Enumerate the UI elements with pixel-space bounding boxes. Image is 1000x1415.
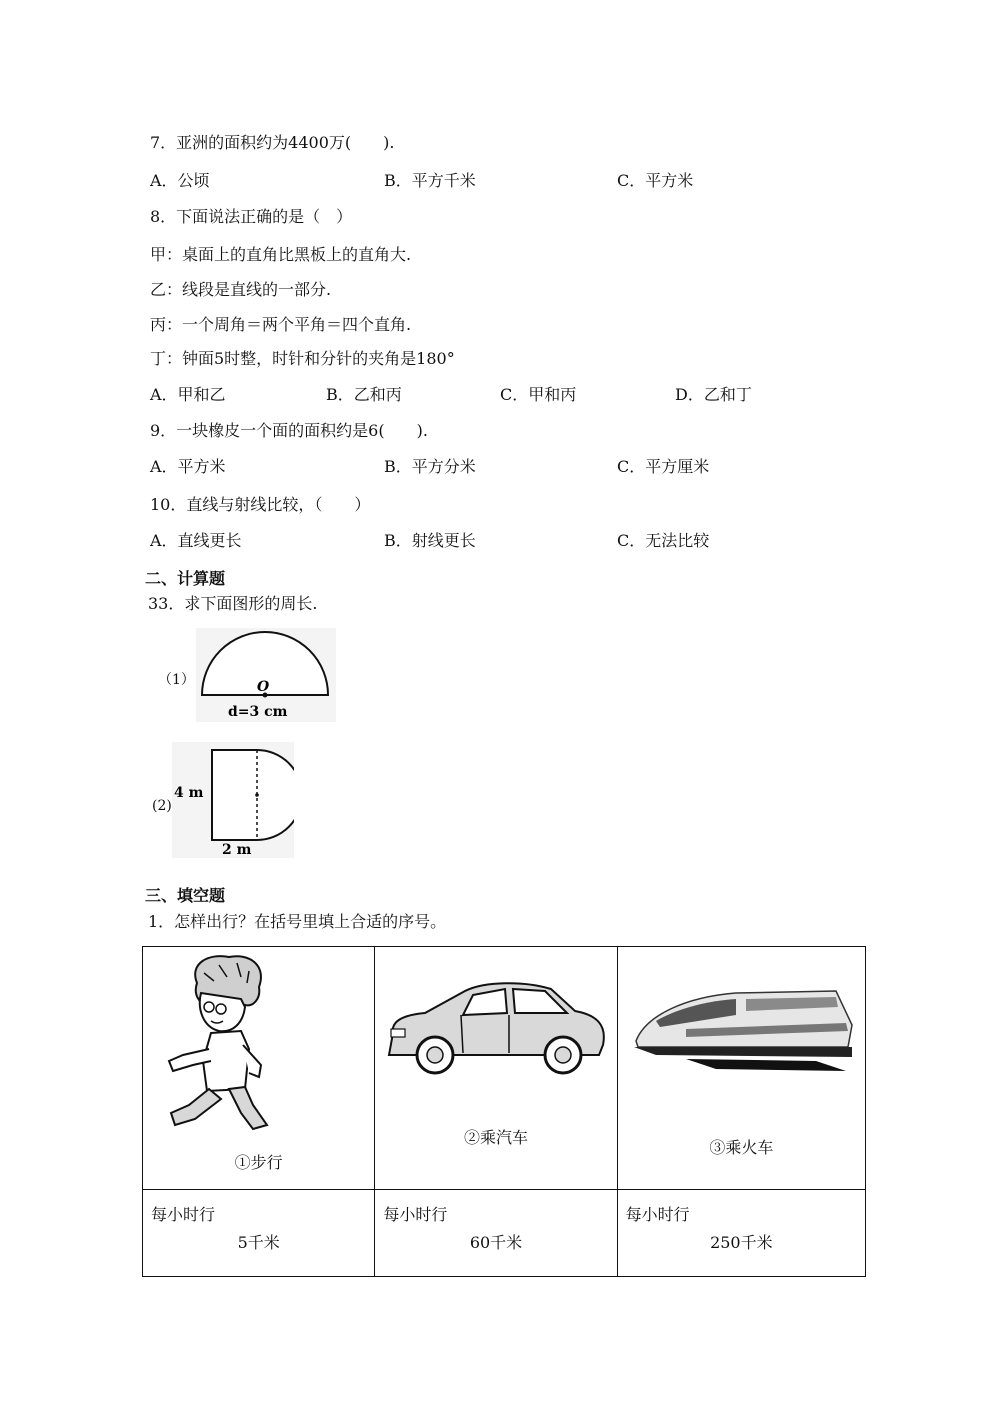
q10-option-c: C．无法比较 <box>617 531 710 550</box>
question-33-stem: 33．求下面图形的周长. <box>148 594 318 613</box>
walking-boy-icon <box>149 953 279 1133</box>
question-7-stem: 7．亚洲的面积约为4400万( ). <box>150 133 395 152</box>
q7-option-a: A．公顷 <box>150 171 210 190</box>
speed-walk: 5千米 <box>237 1233 280 1252</box>
per-hour-label: 每小时行 <box>151 1205 216 1224</box>
speed-cell-train <box>617 1190 865 1277</box>
train-icon <box>626 985 856 1081</box>
mode-cell-walk <box>143 947 375 1190</box>
mode-caption-train: ③乘火车 <box>709 1138 774 1157</box>
q8-option-d: D．乙和丁 <box>675 385 752 404</box>
q8-option-b: B．乙和丙 <box>326 385 402 404</box>
center-label: O <box>257 679 270 695</box>
width-label: 2 m <box>222 842 252 858</box>
speed-car: 60千米 <box>469 1233 523 1252</box>
semicircle-figure <box>196 628 336 722</box>
figure-1-label: （1） <box>158 672 195 688</box>
q8-option-c: C．甲和丙 <box>500 385 577 404</box>
q9-option-b: B．平方分米 <box>384 457 476 476</box>
q10-option-b: B．射线更长 <box>384 531 476 550</box>
per-hour-label: 每小时行 <box>625 1205 690 1224</box>
figure-2-label: (2) <box>152 798 172 814</box>
speed-train: 250千米 <box>710 1233 773 1252</box>
per-hour-label: 每小时行 <box>383 1205 448 1224</box>
mode-caption-car: ②乘汽车 <box>464 1128 529 1147</box>
speed-cell-walk <box>143 1190 375 1277</box>
height-label: 4 m <box>174 785 204 801</box>
q7-option-c: C．平方米 <box>617 171 694 190</box>
mode-cell-train <box>617 947 865 1190</box>
question-10-stem: 10．直线与射线比较，（ ） <box>150 495 371 514</box>
mode-caption-walk: ①步行 <box>234 1153 283 1172</box>
section-2-title: 二、计算题 <box>145 569 226 588</box>
speed-cell-car <box>375 1190 617 1277</box>
mode-cell-car <box>375 947 617 1190</box>
q8-statement-ding: 丁：钟面5时整，时针和分针的夹角是180° <box>150 349 455 368</box>
section-3-title: 三、填空题 <box>145 886 226 905</box>
q8-option-a: A．甲和乙 <box>150 385 226 404</box>
q10-option-a: A．直线更长 <box>150 531 242 550</box>
q8-statement-yi: 乙：线段是直线的一部分. <box>150 280 332 299</box>
diameter-label: d=3 cm <box>228 704 288 720</box>
question-9-stem: 9．一块橡皮一个面的面积约是6( ). <box>150 421 428 440</box>
q9-option-a: A．平方米 <box>150 457 226 476</box>
car-icon <box>385 975 605 1085</box>
question-8-stem: 8．下面说法正确的是（ ） <box>150 207 353 226</box>
travel-table <box>142 946 866 1277</box>
q7-option-b: B．平方千米 <box>384 171 476 190</box>
rect-semicircle-figure <box>172 742 294 858</box>
q9-option-c: C．平方厘米 <box>617 457 710 476</box>
q8-statement-jia: 甲：桌面上的直角比黑板上的直角大. <box>150 245 412 264</box>
q8-statement-bing: 丙：一个周角＝两个平角＝四个直角. <box>150 315 412 334</box>
fill-question-1-stem: 1．怎样出行？在括号里填上合适的序号。 <box>148 912 447 931</box>
